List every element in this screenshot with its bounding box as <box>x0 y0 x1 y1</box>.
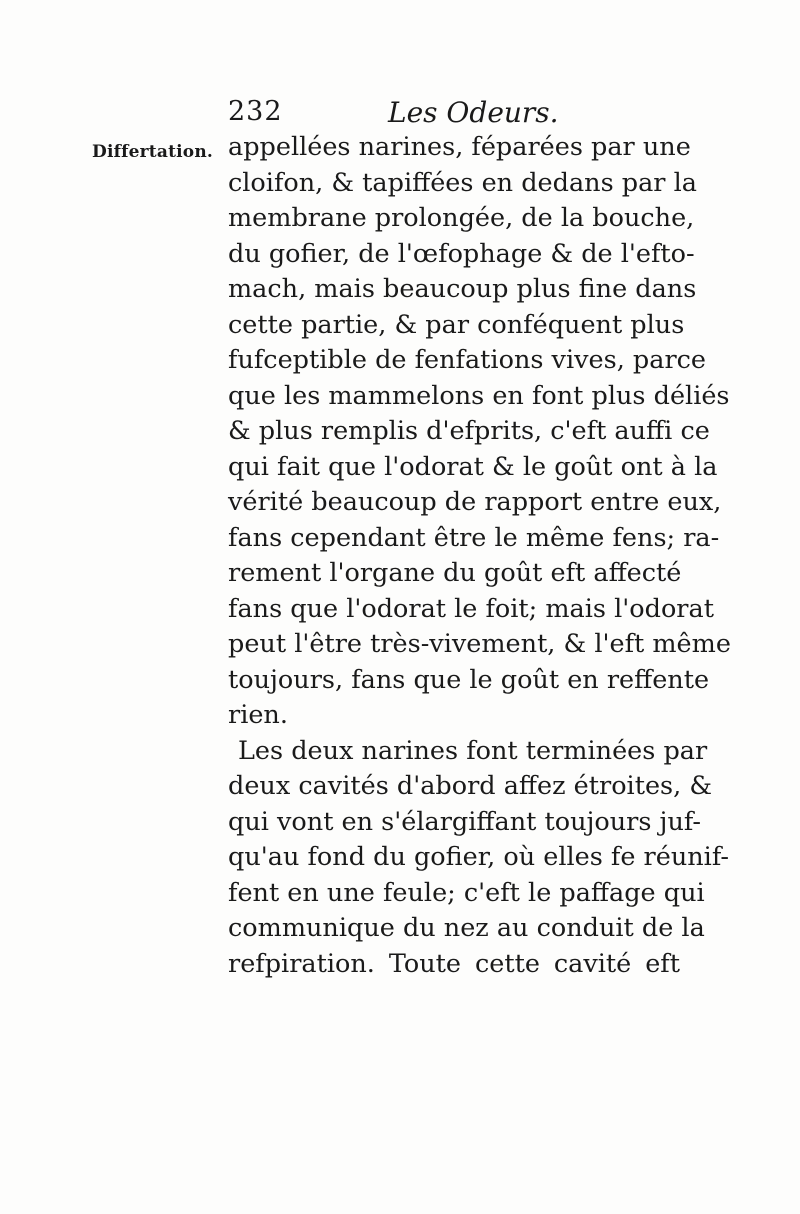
text-line: & plus remplis d'efprits, c'eft auffi ce <box>228 416 710 446</box>
text-line: qui vont en s'élargiffant toujours juf- <box>228 806 702 837</box>
running-title: Les Odeurs. <box>388 96 559 129</box>
text-line: refpiration. Toute cette cavité eft <box>228 948 680 979</box>
margin-note: Differtation. <box>92 142 213 162</box>
text-line: mach, mais beaucoup plus fine dans <box>228 274 697 304</box>
text-line: communique du nez au conduit de la <box>228 913 705 943</box>
text-line: cette partie, & par conféquent plus <box>228 309 685 340</box>
text-line: rement l'organe du goût eft affecté <box>228 558 682 588</box>
text-line: fent en une feule; c'eft le paffage qui <box>228 877 705 908</box>
text-line: qu'au fond du gofier, où elles fe réunif- <box>228 842 729 872</box>
text-line: Les deux narines font terminées par <box>238 735 708 766</box>
text-line: qui fait que l'odorat & le goût ont à la <box>228 451 718 482</box>
text-line: fufceptible de fenfations vives, parce <box>228 345 707 375</box>
text-line: deux cavités d'abord affez étroites, & <box>228 771 713 801</box>
text-line: cloifon, & tapiffées en dedans par la <box>228 167 697 198</box>
body-text <box>228 130 731 982</box>
page-number: 232 <box>228 96 283 127</box>
text-line: fans cependant être le même fens; ra- <box>228 522 720 553</box>
text-line: du gofier, de l'œfophage & de l'efto- <box>228 238 695 269</box>
text-line: appellées narines, féparées par une <box>228 132 691 162</box>
text-line: rien. <box>228 700 288 730</box>
text-line: que les mammelons en font plus déliés <box>228 380 730 411</box>
text-line: toujours, fans que le goût en reffente <box>228 664 710 695</box>
text-line: peut l'être très-vivement, & l'eft même <box>228 629 731 659</box>
text-line: membrane prolongée, de la bouche, <box>228 203 695 233</box>
text-line: vérité beaucoup de rapport entre eux, <box>228 487 722 517</box>
text-line: fans que l'odorat le foit; mais l'odorat <box>228 593 714 624</box>
